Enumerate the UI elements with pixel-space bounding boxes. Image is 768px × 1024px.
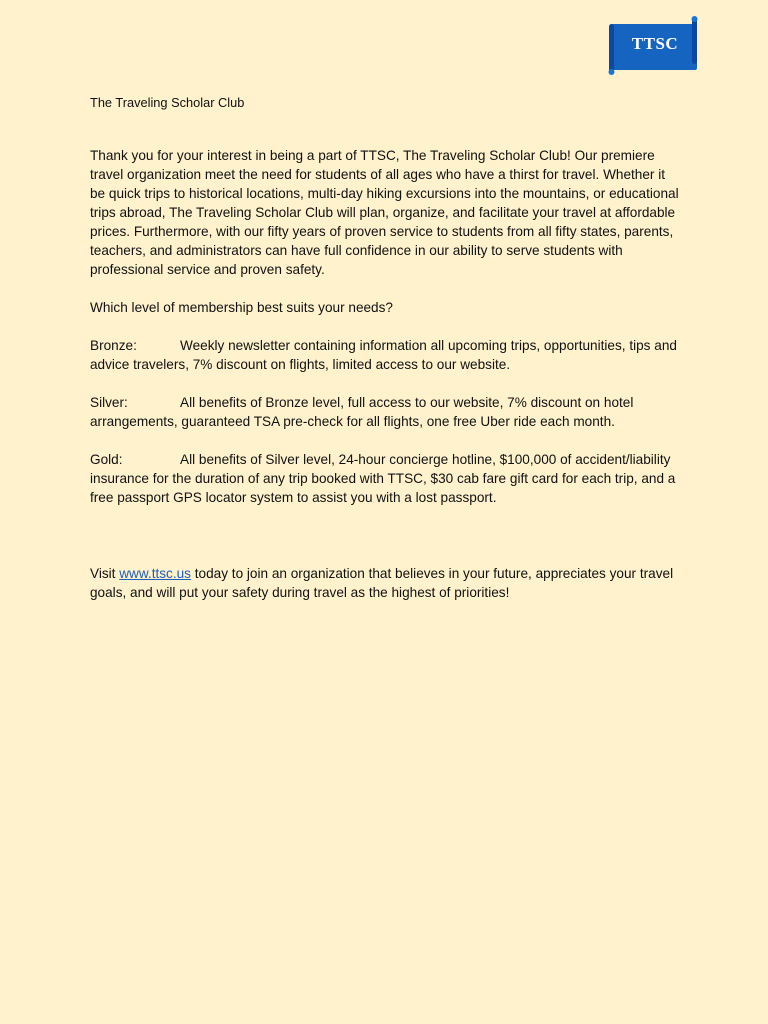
website-link[interactable]: www.ttsc.us [119,566,191,581]
level-benefits: Weekly newsletter containing information all upcoming trips, opportunities, tips and advice travelers, 7% discount on flights, limited access to our website. [90,338,677,372]
level-name: Gold: [90,452,123,467]
closing-suffix: today to join an organization that believes in your future, appreciates your travel goals, and will put your safety during travel as the highest of priorities! [90,566,674,600]
logo-text: TTSC [631,34,679,53]
level-bronze [90,336,680,374]
club-name-heading: The Traveling Scholar Club [90,95,245,110]
letter-body [90,93,680,602]
level-silver [90,393,680,431]
level-benefits: All benefits of Bronze level, full access to our website, 7% discount on hotel arrangements, guaranteed TSA pre-check for all flights, one free Uber ride each month. [90,395,634,429]
level-gold [90,450,680,507]
level-benefits: All benefits of Silver level, 24-hour concierge hotline, $100,000 of accident/liability insurance for the duration of any trip booked with TTSC, $30 cab fare gift card for each trip, and a free passport GPS locator system to assist you with a lost passport. [90,452,676,505]
membership-question: Which level of membership best suits your needs? [90,300,393,315]
level-name: Bronze: [90,338,137,353]
intro-paragraph: Thank you for your interest in being a part of TTSC, The Traveling Scholar Club! Our premiere travel organization meet the need for students of all ages who have a thirst for travel. Whether it be quick trips to historical locations, multi-day hiking excursions into the mountains, or educational trips abroad, The Traveling Scholar Club will plan, organize, and facilitate your travel at affordable prices. Furthermore, with our fifty years of proven service to students from all fifty states, parents, teachers, and administrators can have full confidence in our ability to serve students with professional service and proven safety. [90,148,679,277]
ttsc-logo [607,16,699,76]
closing-paragraph [90,564,680,602]
level-name: Silver: [90,395,128,410]
closing-prefix: Visit [90,566,120,581]
